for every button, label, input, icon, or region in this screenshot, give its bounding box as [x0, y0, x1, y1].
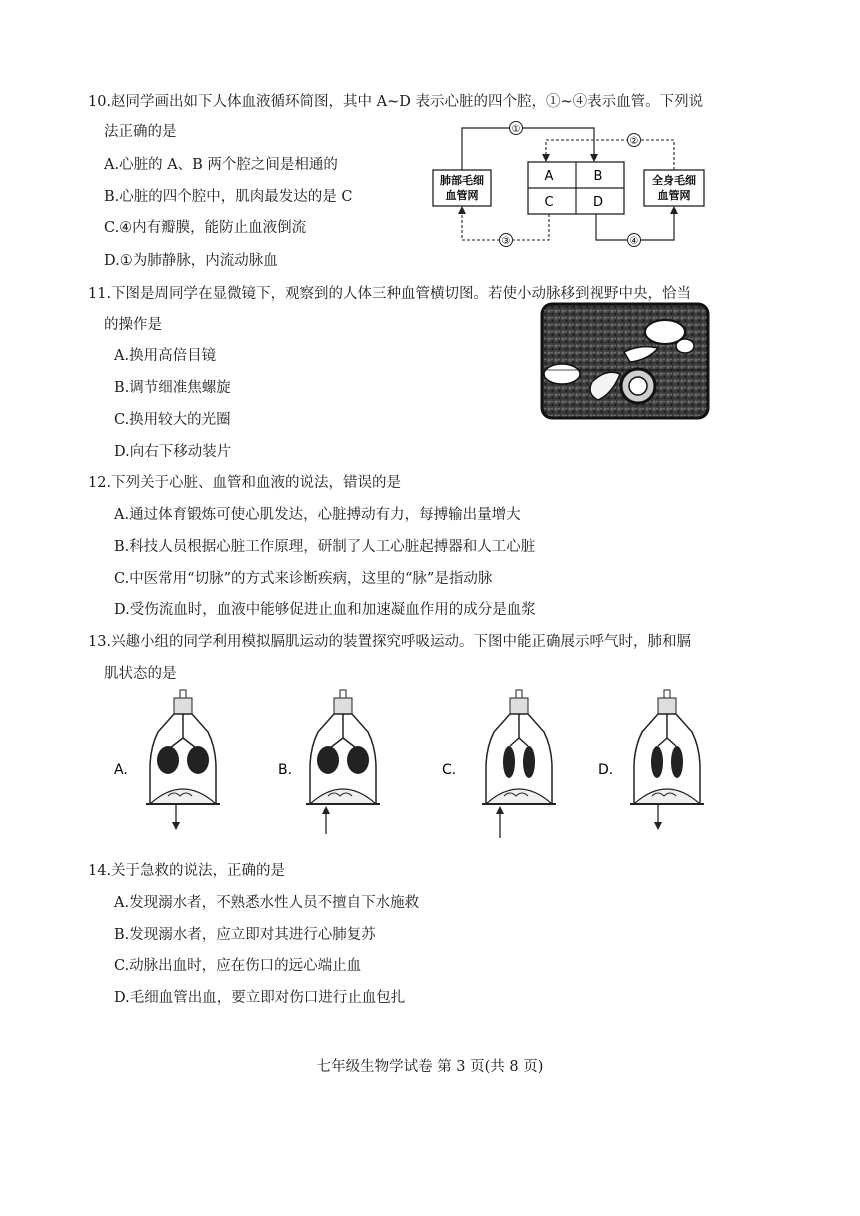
- q11-option-d: D.向右下移动装片: [114, 444, 232, 460]
- q11-option-b: B.调节细准焦螺旋: [114, 380, 231, 396]
- vessel-3-label: ③: [501, 236, 511, 247]
- q10-circulation-diagram: [428, 112, 728, 258]
- q13-figure-d: [596, 688, 746, 846]
- vessel-1-label: ①: [511, 124, 521, 135]
- q11-option-a: A.换用高倍目镜: [114, 348, 217, 364]
- q13-figure-c: [440, 688, 590, 846]
- q10-stem-line1: 10.赵同学画出如下人体血液循环简图，其中 A~D 表示心脏的四个腔，①~④表示血管。下列说: [88, 94, 704, 110]
- q11-stem-line1: 11.下图是周同学在显微镜下，观察到的人体三种血管横切图。若使小动脉移到视野中央，恰当: [88, 286, 692, 302]
- q13-figure-row: [100, 688, 740, 848]
- chamber-a: A: [544, 169, 554, 184]
- q11-stem-line2: 的操作是: [104, 317, 162, 333]
- q12-option-d: D.受伤流血时，血液中能够促进止血和加速凝血作用的成分是血浆: [114, 602, 536, 618]
- q11-option-c: C.换用较大的光圈: [114, 412, 231, 428]
- q13-figure-b: [276, 688, 426, 846]
- q13-label-b: B.: [278, 762, 293, 778]
- body-capillary-label-2: 血管网: [657, 189, 691, 202]
- q12-option-a: A.通过体育锻炼可使心肌发达，心脏搏动有力，每搏输出量增大: [114, 507, 521, 523]
- chamber-c: C: [544, 195, 554, 210]
- q14-option-c: C.动脉出血时，应在伤口的远心端止血: [114, 958, 362, 974]
- q13-label-c: C.: [442, 762, 457, 778]
- vessel-4-label: ④: [629, 236, 639, 247]
- q13-label-a: A.: [114, 762, 128, 778]
- chamber-d: D: [592, 195, 604, 210]
- vessel-2-label: ②: [629, 136, 639, 147]
- q12-option-b: B.科技人员根据心脏工作原理，研制了人工心脏起搏器和人工心脏: [114, 539, 536, 555]
- q12-stem-line1: 12.下列关于心脏、血管和血液的说法，错误的是: [88, 475, 402, 491]
- q13-label-d: D.: [598, 762, 614, 778]
- body-capillary-label-1: 全身毛细: [652, 174, 696, 187]
- q13-stem-line1: 13.兴趣小组的同学利用模拟膈肌运动的装置探究呼吸运动。下图中能正确展示呼气时，肺和膈: [88, 634, 692, 650]
- q10-option-a: A.心脏的 A、B 两个腔之间是相通的: [104, 157, 338, 173]
- q10-option-d: D.①为肺静脉，内流动脉血: [104, 253, 278, 269]
- q11-micrograph-image: [540, 302, 710, 420]
- q14-option-b: B.发现溺水者，应立即对其进行心肺复苏: [114, 927, 376, 943]
- q14-option-a: A.发现溺水者，不熟悉水性人员不擅自下水施救: [114, 895, 420, 911]
- q14-option-d: D.毛细血管出血，要立即对伤口进行止血包扎: [114, 990, 406, 1006]
- lung-capillary-label-1: 肺部毛细: [440, 174, 484, 187]
- q10-stem-line2: 法正确的是: [104, 124, 177, 140]
- lung-capillary-label-2: 血管网: [445, 189, 479, 202]
- q13-figure-a: [112, 688, 262, 846]
- chamber-b: B: [593, 169, 603, 184]
- page-footer: 七年级生物学试卷 第 3 页(共 8 页): [316, 1059, 544, 1075]
- q13-stem-line2: 肌状态的是: [104, 666, 177, 682]
- q10-option-b: B.心脏的四个腔中，肌肉最发达的是 C: [104, 189, 353, 205]
- q12-option-c: C.中医常用“切脉”的方式来诊断疾病，这里的“脉”是指动脉: [114, 571, 493, 587]
- q14-stem-line1: 14.关于急救的说法，正确的是: [88, 863, 286, 879]
- q10-option-c: C.④内有瓣膜，能防止血液倒流: [104, 220, 307, 236]
